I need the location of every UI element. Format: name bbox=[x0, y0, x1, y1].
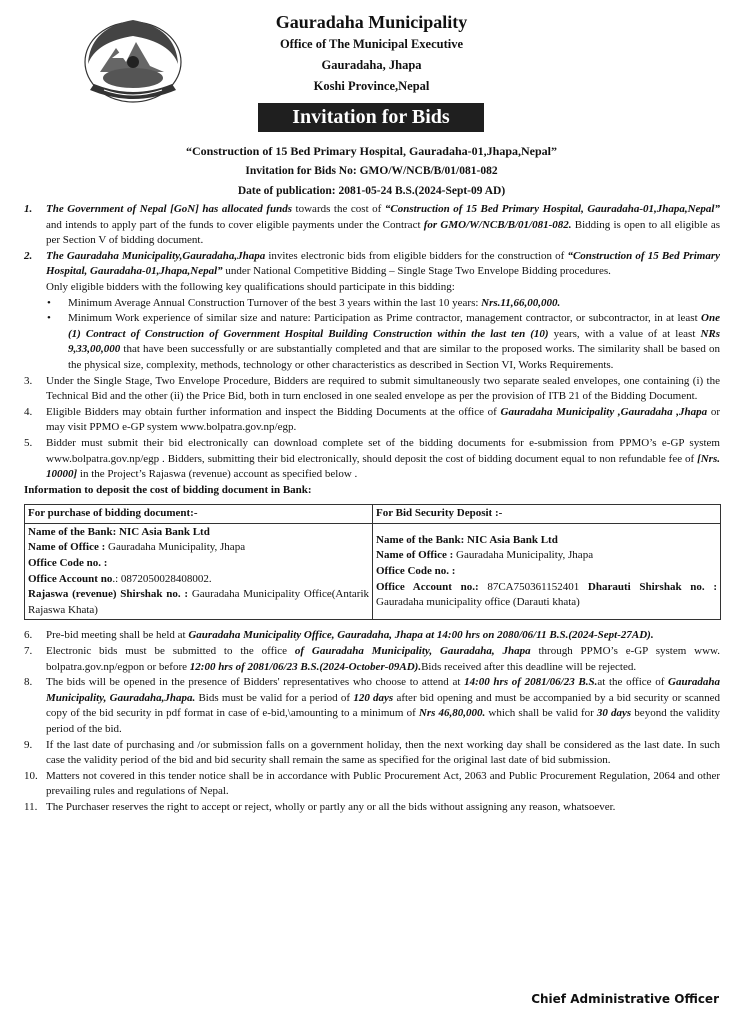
clause-text: after bid opening and must be accompanied by a bid security or scanned copy of the bid security in pdf format in case of e-bid,\amounting to a minimum of bbox=[46, 691, 720, 720]
clause-2 bbox=[24, 249, 720, 280]
clause-5 bbox=[24, 436, 720, 483]
address-line-1: Gauradaha, Jhapa bbox=[321, 58, 422, 72]
office-name: Office of The Municipal Executive bbox=[279, 37, 464, 51]
clause-text: Nrs 46,80,000. bbox=[418, 707, 486, 720]
clause-4 bbox=[24, 405, 720, 436]
bank-col-security-header: For Bid Security Deposit :- bbox=[373, 505, 721, 524]
notice-body bbox=[24, 202, 720, 816]
clause-text: 30 days bbox=[596, 707, 632, 720]
clause-text: invites electronic bids from eligible bidders for the construction of bbox=[265, 249, 568, 262]
bullet-icon: • bbox=[47, 296, 51, 309]
clause-text: 12:00 hrs of 2081/06/23 B.S.(2024-October-09AD). bbox=[189, 660, 422, 673]
clause-text: towards the cost of bbox=[292, 203, 385, 215]
clause-text: or may visit PPMO e-GP system www.bolpatra.gov.np/egp. bbox=[46, 405, 720, 434]
clause-number: 10. bbox=[24, 769, 38, 782]
clause-8 bbox=[24, 675, 720, 737]
clause-9 bbox=[24, 738, 720, 769]
bullet-icon: • bbox=[47, 312, 51, 325]
clause-text: which shall be valid for bbox=[485, 707, 597, 720]
clause-text: [Nrs. 10000] bbox=[46, 452, 720, 481]
bullet-text: Minimum Average Annual Construction Turnover of the best 3 years within the last 10 years: bbox=[68, 296, 482, 309]
clause-text: in the Project’s Rajaswa (revenue) account as specified below . bbox=[77, 468, 358, 481]
clause-text: under National Competitive Bidding – Single Stage Two Envelope Bidding procedures. bbox=[222, 265, 611, 278]
bullet-text: years, with a value of at least bbox=[548, 327, 701, 340]
bullet-text: One (1) Contract of Construction of Government Hospital Building Construction within the last ten (10) bbox=[68, 312, 720, 340]
office-label: Name of Office : bbox=[376, 549, 457, 562]
office-value: Gauradaha Municipality, Jhapa bbox=[108, 541, 246, 554]
clause-text: 14:00 hrs of 2081/06/23 B.S. bbox=[464, 676, 598, 689]
bullet-text: Minimum Work experience of similar size and nature: Participation as Prime contractor, management contractor, or subcontractor, in at least bbox=[68, 312, 702, 325]
bank-security-cell bbox=[373, 523, 721, 620]
eligibility-intro: Only eligible bidders with the following key qualifications should participate in this bidding: bbox=[46, 280, 455, 293]
clause-text: Eligible Bidders may obtain further information and inspect the Bidding Documents at the office of bbox=[46, 405, 501, 418]
clause-7 bbox=[24, 644, 720, 675]
org-name: Gauradaha Municipality bbox=[275, 12, 468, 32]
clause-text: The Gauradaha Municipality,Gauradaha,Jhapa bbox=[46, 249, 266, 262]
signature-title: Chief Administrative Officer bbox=[531, 992, 719, 1006]
office-label: Name of Office : bbox=[28, 541, 109, 554]
clause-text: Bidder must submit their bid electronically can download complete set of the bidding documents for e-submission from PPMO’s e-GP system www.bolpatra.gov.np/egp . Bidders, submitting their bid electronically, should deposit the cost of bidding document equal to non refundable fee of bbox=[46, 436, 720, 465]
clause-text: The Purchaser reserves the right to accept or reject, wholly or partly any or all the bids without assigning any reason, whatsoever. bbox=[46, 800, 616, 813]
office-code-label: Office Code no. : bbox=[376, 565, 456, 578]
clause-text: “Construction of 15 Bed Primary Hospital, Gauradaha-01,Jhapa,Nepal” bbox=[46, 249, 720, 278]
clause-text: Matters not covered in this tender notice shall be in accordance with Public Procurement Act, 2063 and Public Procurement Regulation, 2064 and other prevailing rules and regulations of Nepal. bbox=[46, 769, 720, 798]
dharauti-value: Gauradaha municipality office (Darauti khata) bbox=[376, 596, 580, 609]
clause-text: The Government of Nepal [GoN] has allocated funds bbox=[46, 203, 293, 215]
clause-text: Gauradaha Municipality Office, Gauradaha, Jhapa at 14:00 hrs on 2080/06/11 B.S.(2024-Sept-27AD). bbox=[188, 629, 654, 642]
office-value: Gauradaha Municipality, Jhapa bbox=[456, 549, 594, 562]
bank-info-heading: Information to deposit the cost of bidding document in Bank: bbox=[24, 483, 312, 496]
clause-text: Bids must be valid for a period of bbox=[195, 691, 354, 704]
project-title: “Construction of 15 Bed Primary Hospital, Gauradaha-01,Jhapa,Nepal” bbox=[185, 144, 557, 158]
bank-details-table bbox=[24, 504, 721, 620]
invitation-banner: Invitation for Bids bbox=[258, 103, 484, 132]
qualification-turnover bbox=[24, 296, 720, 312]
clause-text: Gauradaha Municipality, Gauradaha,Jhapa. bbox=[46, 676, 720, 704]
ifb-number: Invitation for Bids No: GMO/W/NCB/B/01/081-082 bbox=[245, 165, 498, 177]
clause-text: beyond the validity period of the bid. bbox=[46, 707, 720, 735]
clause-number: 11. bbox=[24, 800, 38, 813]
account-value: .: 0872050028408002. bbox=[112, 572, 212, 585]
clause-number: 2. bbox=[24, 249, 33, 262]
clause-number: 7. bbox=[24, 645, 33, 658]
account-label: Office Account no bbox=[28, 572, 113, 585]
clause-1 bbox=[24, 202, 720, 249]
qualification-experience bbox=[24, 311, 720, 373]
clause-10 bbox=[24, 769, 720, 800]
bank-purchase-cell bbox=[25, 523, 373, 620]
account-value: 87CA750361152401 bbox=[487, 580, 588, 593]
bank-name: Name of the Bank: NIC Asia Bank Ltd bbox=[376, 533, 558, 546]
bullet-text: NRs 9,33,00,000 bbox=[68, 327, 721, 356]
clause-text: “Construction of 15 Bed Primary Hospital, Gauradaha-01,Jhapa,Nepal” bbox=[384, 203, 720, 215]
bank-col-purchase-header: For purchase of bidding document:- bbox=[25, 505, 373, 524]
office-code-label: Office Code no. : bbox=[28, 557, 108, 570]
clause-text: Under the Single Stage, Two Envelope Procedure, Bidders are required to submit simultaneously two separate sealed envelopes, one containing (i) the Technical Bid and the other (ii) the Price Bid, both in turn enclosed in one sealed envelope as per the provision of ITB 21 of the Bidding Document. bbox=[46, 374, 720, 403]
bullet-text: that have been successfully or are substantially completed and that are similar to the proposed works. The similarity shall be based on the physical size, complexity, methods, technology or other characteristics as described in Section VI, Works Requirements. bbox=[68, 343, 720, 371]
clause-number: 5. bbox=[24, 436, 33, 449]
clause-text: for GMO/W/NCB/B/01/081-082. bbox=[423, 218, 572, 231]
clause-number: 6. bbox=[24, 629, 33, 642]
rajaswa-value: Gauradaha Municipality Office(Antarik Rajaswa Khata) bbox=[28, 588, 369, 616]
clause-text: Bidding is open to all eligible as per Section V of bidding document. bbox=[46, 218, 721, 247]
rajaswa-label: Rajaswa (revenue) Shirshak no. : bbox=[28, 588, 192, 601]
address-line-2: Koshi Province,Nepal bbox=[313, 79, 430, 93]
clause-number: 3. bbox=[24, 374, 33, 387]
clause-text: 120 days bbox=[353, 691, 394, 704]
clause-text: and intends to apply part of the funds to cover eligible payments under the Contract bbox=[46, 218, 424, 231]
clause-text: of Gauradaha Municipality, Gauradaha, Jhapa bbox=[294, 645, 531, 658]
account-label: Office Account no.: bbox=[376, 580, 488, 593]
bullet-text: Nrs.11,66,00,000. bbox=[481, 296, 561, 309]
clause-text: through PPMO’s e-GP system www. bolpatra.gov.np/egpon or before bbox=[46, 645, 721, 673]
clause-6 bbox=[24, 628, 720, 644]
clause-text: at the office of bbox=[597, 676, 669, 689]
clause-number: 9. bbox=[24, 738, 33, 751]
clause-3 bbox=[24, 374, 720, 405]
publication-date: Date of publication: 2081-05-24 B.S.(2024-Sept-09 AD) bbox=[237, 185, 506, 197]
clause-text: Gauradaha Municipality ,Gauradaha ,Jhapa bbox=[500, 405, 708, 418]
clause-11 bbox=[24, 800, 720, 816]
clause-text: Bids received after this deadline will be rejected. bbox=[421, 660, 637, 673]
clause-text: Electronic bids must be submitted to the office bbox=[46, 645, 295, 658]
clause-number: 4. bbox=[24, 405, 33, 418]
clause-number: 1. bbox=[24, 203, 33, 215]
clause-number: 8. bbox=[24, 676, 33, 689]
dharauti-label: Dharauti Shirshak no. : bbox=[587, 580, 717, 593]
clause-text: If the last date of purchasing and /or submission falls on a government holiday, then the next working day shall be considered as the last date. In such case the validity period of the bid and bid security shall remain the same as specified for the original last date of bid submission. bbox=[46, 738, 720, 767]
clause-text: Pre-bid meeting shall be held at bbox=[46, 629, 189, 642]
clause-text: The bids will be opened in the presence of Bidders' representatives who choose to attend at bbox=[46, 676, 465, 689]
bank-name: Name of the Bank: NIC Asia Bank Ltd bbox=[28, 525, 210, 538]
